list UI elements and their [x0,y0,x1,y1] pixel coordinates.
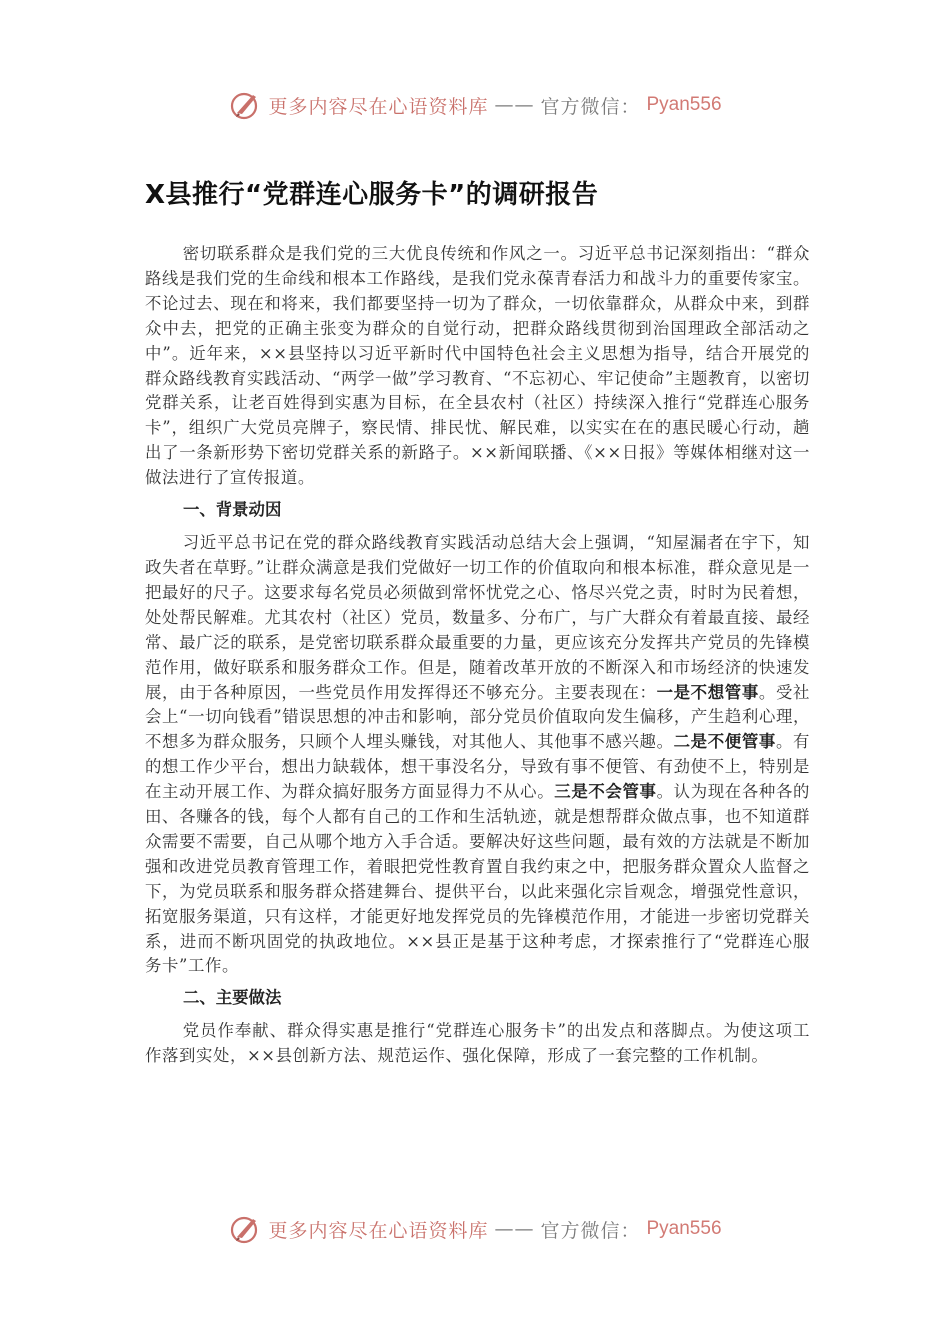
document-body [145,170,810,1075]
background-text-3: 。有的想工作少平台，想出力缺载体，想干事没名分，导致有事不便管、有劲使不上，特别是在主动开展工作、为群众搞好服务方面显得力不从心。 [145,732,810,802]
background-paragraph [145,531,810,979]
document-title: X县推行“党群连心服务卡”的调研报告 [145,180,599,210]
watermark-label: 官方微信： [540,1219,641,1242]
point-two-label: 二是不便管事 [673,732,776,752]
background-text-1: 习近平总书记在党的群众路线教育实践活动总结大会上强调，“知屋漏者在宇下，知政失者在草野。”让群众满意是我们党做好一切工作的价值取向和根本标准，群众意见是一把最好的尺子。这要求每名党员必须做到常怀忧党之心、恪尽兴党之责，时时为民着想，处处帮民解难。尤其农村（社区）党员，数量多、分布广，与广大群众有着最直接、最经常、最广泛的联系，是党密切联系群众最重要的力量，更应该充分发挥共产党员的先锋模范作用，做好联系和服务群众工作。但是，随着改革开放的不断深入和市场经济的快速发展，由于各种原因，一些党员作用发挥得还不够充分。主要表现在： [145,533,810,702]
watermark-dash: —— [494,94,535,116]
watermark-main-text: 更多内容尽在心语资料库 [268,95,489,118]
watermark-id: Pyan556 [646,1218,722,1239]
watermark-dash: —— [494,1218,535,1240]
quill-pen-circle-icon [228,88,262,122]
point-one-label: 一是不想管事 [656,682,759,702]
intro-paragraph: 密切联系群众是我们党的三大优良传统和作风之一。习近平总书记深刻指出：“群众路线是我们党的生命线和根本工作路线，是我们党永葆青春活力和战斗力的重要传家宝。不论过去、现在和将来，我们都要坚持一切为了群众，一切依靠群众，从群众中来，到群众中去，把党的正确主张变为群众的自觉行动，把群众路线贯彻到治国理政全部活动之中”。近年来，××县坚持以习近平新时代中国特色社会主义思想为指导，结合开展党的群众路线教育实践活动、“两学一做”学习教育、“不忘初心、牢记使命”主题教育，以密切党群关系，让老百姓得到实惠为目标，在全县农村（社区）持续深入推行“党群连心服务卡”，组织广大党员亮牌子，察民情、排民忧、解民难，以实实在在的惠民暖心行动，趟出了一条新形势下密切党群关系的新路子。××新闻联播、《××日报》等媒体相继对这一做法进行了宣传报道。 [145,244,810,488]
watermark-bottom [0,1212,950,1246]
background-text-2: 。受社会上“一切向钱看”错误思想的冲击和影响，部分党员价值取向发生偏移，产生趋利心理，不想多为群众服务，只顾个人埋头赚钱，对其他人、其他事不感兴趣。 [145,682,811,752]
watermark-top [0,88,950,122]
watermark-label: 官方微信： [540,95,641,118]
point-three-label: 三是不会管事 [554,782,657,802]
section-heading-background: 一、背景动因 [183,500,282,520]
background-text-4: 。认为现在各种各的田、各赚各的钱，每个人都有自己的工作和生活轨迹，就是想帮群众做点事，也不知道群众需要不需要，自己从哪个地方入手合适。要解决好这些问题，最有效的方法就是不断加强和改进党员教育管理工作，着眼把党性教育置自我约束之中，把服务群众置众人监督之下，为党员联系和服务群众搭建舞台、提供平台，以此来强化宗旨观念，增强党性意识，拓宽服务渠道，只有这样，才能更好地发挥党员的先锋模范作用，才能进一步密切党群关系，进而不断巩固党的执政地位。××县正是基于这种考虑，才探索推行了“党群连心服务卡”工作。 [145,782,811,976]
watermark-main-text: 更多内容尽在心语资料库 [268,1219,489,1242]
section-heading-practices: 二、主要做法 [183,988,282,1008]
practices-paragraph: 党员作奉献、群众得实惠是推行“党群连心服务卡”的出发点和落脚点。为使这项工作落到实处，××县创新方法、规范运作、强化保障，形成了一套完整的工作机制。 [145,1021,810,1066]
watermark-id: Pyan556 [646,94,722,115]
quill-pen-circle-icon [228,1212,262,1246]
